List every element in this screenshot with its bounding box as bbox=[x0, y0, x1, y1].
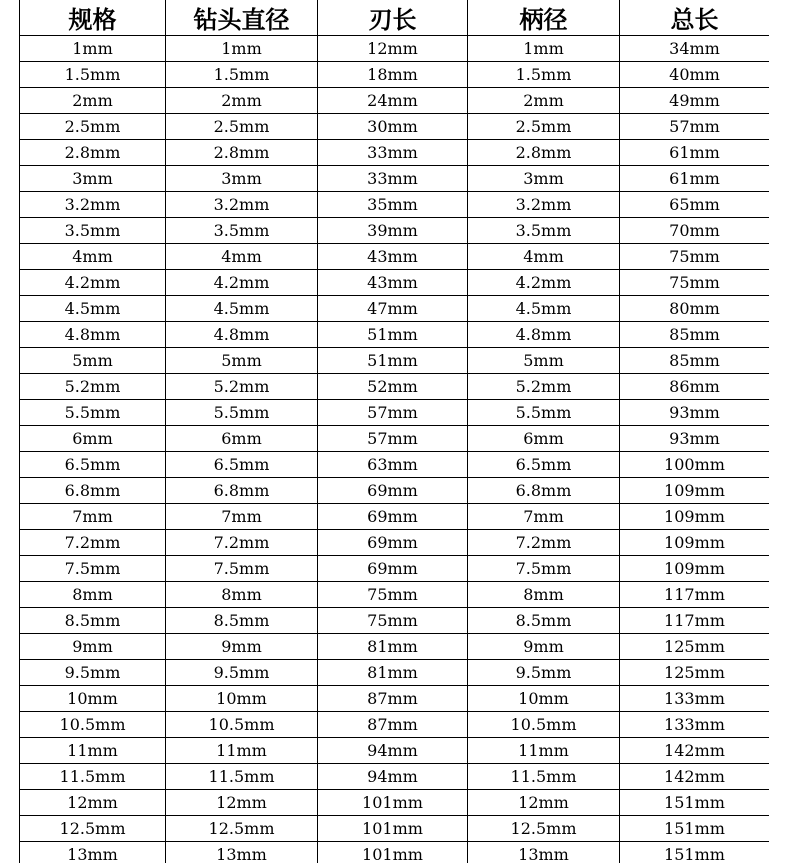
cell-flute-length: 57mm bbox=[318, 400, 468, 426]
cell-spec: 7.5mm bbox=[20, 556, 166, 582]
cell-drill-diameter: 2.8mm bbox=[166, 140, 318, 166]
table-row bbox=[20, 114, 770, 140]
cell-flute-length: 75mm bbox=[318, 582, 468, 608]
cell-drill-diameter: 12mm bbox=[166, 790, 318, 816]
cell-drill-diameter: 6.8mm bbox=[166, 478, 318, 504]
cell-drill-diameter: 11mm bbox=[166, 738, 318, 764]
table-row bbox=[20, 816, 770, 842]
cell-shank-diameter: 2.5mm bbox=[468, 114, 620, 140]
cell-drill-diameter: 5.2mm bbox=[166, 374, 318, 400]
cell-flute-length: 81mm bbox=[318, 634, 468, 660]
table-body bbox=[20, 36, 770, 863]
cell-spec: 3mm bbox=[20, 166, 166, 192]
cell-overall-length: 65mm bbox=[620, 192, 770, 218]
cell-flute-length: 51mm bbox=[318, 348, 468, 374]
cell-drill-diameter: 8mm bbox=[166, 582, 318, 608]
cell-spec: 3.5mm bbox=[20, 218, 166, 244]
cell-shank-diameter: 4.8mm bbox=[468, 322, 620, 348]
cell-spec: 9mm bbox=[20, 634, 166, 660]
table-row bbox=[20, 296, 770, 322]
cell-flute-length: 35mm bbox=[318, 192, 468, 218]
header-shank-diameter: 柄径 bbox=[468, 0, 620, 36]
cell-drill-diameter: 3.2mm bbox=[166, 192, 318, 218]
cell-shank-diameter: 9.5mm bbox=[468, 660, 620, 686]
cell-spec: 2.8mm bbox=[20, 140, 166, 166]
cell-overall-length: 142mm bbox=[620, 764, 770, 790]
cell-flute-length: 39mm bbox=[318, 218, 468, 244]
table-row bbox=[20, 62, 770, 88]
cell-spec: 11mm bbox=[20, 738, 166, 764]
cell-shank-diameter: 4mm bbox=[468, 244, 620, 270]
table-row bbox=[20, 166, 770, 192]
cell-overall-length: 117mm bbox=[620, 608, 770, 634]
table-row bbox=[20, 790, 770, 816]
cell-shank-diameter: 5mm bbox=[468, 348, 620, 374]
header-row bbox=[20, 0, 770, 36]
cell-flute-length: 69mm bbox=[318, 530, 468, 556]
cell-flute-length: 43mm bbox=[318, 270, 468, 296]
cell-flute-length: 87mm bbox=[318, 712, 468, 738]
cell-spec: 2mm bbox=[20, 88, 166, 114]
cell-spec: 5mm bbox=[20, 348, 166, 374]
header-overall-length: 总长 bbox=[620, 0, 770, 36]
cell-drill-diameter: 4.8mm bbox=[166, 322, 318, 348]
table-row bbox=[20, 634, 770, 660]
cell-drill-diameter: 7mm bbox=[166, 504, 318, 530]
table-row bbox=[20, 192, 770, 218]
table-row bbox=[20, 764, 770, 790]
cell-drill-diameter: 8.5mm bbox=[166, 608, 318, 634]
cell-spec: 4.8mm bbox=[20, 322, 166, 348]
cell-overall-length: 61mm bbox=[620, 166, 770, 192]
table-row bbox=[20, 218, 770, 244]
cell-overall-length: 85mm bbox=[620, 322, 770, 348]
cell-drill-diameter: 9mm bbox=[166, 634, 318, 660]
cell-overall-length: 117mm bbox=[620, 582, 770, 608]
cell-flute-length: 47mm bbox=[318, 296, 468, 322]
cell-overall-length: 151mm bbox=[620, 816, 770, 842]
cell-shank-diameter: 4.5mm bbox=[468, 296, 620, 322]
cell-spec: 6mm bbox=[20, 426, 166, 452]
cell-spec: 2.5mm bbox=[20, 114, 166, 140]
cell-flute-length: 75mm bbox=[318, 608, 468, 634]
cell-flute-length: 87mm bbox=[318, 686, 468, 712]
cell-spec: 10mm bbox=[20, 686, 166, 712]
cell-flute-length: 81mm bbox=[318, 660, 468, 686]
table-row bbox=[20, 660, 770, 686]
cell-shank-diameter: 3.5mm bbox=[468, 218, 620, 244]
cell-flute-length: 63mm bbox=[318, 452, 468, 478]
cell-shank-diameter: 5.5mm bbox=[468, 400, 620, 426]
cell-overall-length: 100mm bbox=[620, 452, 770, 478]
cell-drill-diameter: 6mm bbox=[166, 426, 318, 452]
table-row bbox=[20, 374, 770, 400]
cell-overall-length: 49mm bbox=[620, 88, 770, 114]
drill-spec-table bbox=[19, 0, 769, 863]
cell-spec: 9.5mm bbox=[20, 660, 166, 686]
cell-overall-length: 125mm bbox=[620, 660, 770, 686]
cell-flute-length: 51mm bbox=[318, 322, 468, 348]
table-row bbox=[20, 478, 770, 504]
cell-overall-length: 151mm bbox=[620, 842, 770, 863]
cell-drill-diameter: 12.5mm bbox=[166, 816, 318, 842]
cell-drill-diameter: 11.5mm bbox=[166, 764, 318, 790]
cell-spec: 12mm bbox=[20, 790, 166, 816]
cell-drill-diameter: 7.2mm bbox=[166, 530, 318, 556]
cell-spec: 8.5mm bbox=[20, 608, 166, 634]
cell-drill-diameter: 7.5mm bbox=[166, 556, 318, 582]
cell-drill-diameter: 10.5mm bbox=[166, 712, 318, 738]
cell-flute-length: 69mm bbox=[318, 504, 468, 530]
cell-spec: 3.2mm bbox=[20, 192, 166, 218]
cell-shank-diameter: 11mm bbox=[468, 738, 620, 764]
cell-spec: 6.5mm bbox=[20, 452, 166, 478]
cell-spec: 7mm bbox=[20, 504, 166, 530]
cell-shank-diameter: 12.5mm bbox=[468, 816, 620, 842]
table-row bbox=[20, 738, 770, 764]
cell-flute-length: 101mm bbox=[318, 790, 468, 816]
cell-spec: 5.5mm bbox=[20, 400, 166, 426]
cell-drill-diameter: 3mm bbox=[166, 166, 318, 192]
table-row bbox=[20, 452, 770, 478]
table-row bbox=[20, 322, 770, 348]
table-row bbox=[20, 686, 770, 712]
table-row bbox=[20, 504, 770, 530]
cell-spec: 1mm bbox=[20, 36, 166, 62]
cell-overall-length: 93mm bbox=[620, 400, 770, 426]
cell-shank-diameter: 6.8mm bbox=[468, 478, 620, 504]
cell-shank-diameter: 7mm bbox=[468, 504, 620, 530]
cell-drill-diameter: 2mm bbox=[166, 88, 318, 114]
cell-drill-diameter: 4mm bbox=[166, 244, 318, 270]
cell-shank-diameter: 7.2mm bbox=[468, 530, 620, 556]
cell-overall-length: 75mm bbox=[620, 244, 770, 270]
table-row bbox=[20, 530, 770, 556]
header-flute-length: 刃长 bbox=[318, 0, 468, 36]
cell-overall-length: 133mm bbox=[620, 686, 770, 712]
cell-spec: 13mm bbox=[20, 842, 166, 863]
table-header bbox=[20, 0, 770, 36]
cell-flute-length: 33mm bbox=[318, 166, 468, 192]
cell-shank-diameter: 5.2mm bbox=[468, 374, 620, 400]
cell-shank-diameter: 8mm bbox=[468, 582, 620, 608]
cell-overall-length: 34mm bbox=[620, 36, 770, 62]
cell-flute-length: 52mm bbox=[318, 374, 468, 400]
cell-spec: 4.2mm bbox=[20, 270, 166, 296]
cell-overall-length: 70mm bbox=[620, 218, 770, 244]
table-row bbox=[20, 348, 770, 374]
cell-overall-length: 85mm bbox=[620, 348, 770, 374]
cell-overall-length: 109mm bbox=[620, 504, 770, 530]
cell-flute-length: 18mm bbox=[318, 62, 468, 88]
cell-drill-diameter: 1mm bbox=[166, 36, 318, 62]
cell-flute-length: 43mm bbox=[318, 244, 468, 270]
table-row bbox=[20, 608, 770, 634]
cell-shank-diameter: 2mm bbox=[468, 88, 620, 114]
spec-sheet bbox=[19, 0, 769, 863]
cell-drill-diameter: 1.5mm bbox=[166, 62, 318, 88]
cell-shank-diameter: 8.5mm bbox=[468, 608, 620, 634]
cell-overall-length: 86mm bbox=[620, 374, 770, 400]
cell-overall-length: 151mm bbox=[620, 790, 770, 816]
table-row bbox=[20, 400, 770, 426]
table-row bbox=[20, 140, 770, 166]
cell-flute-length: 24mm bbox=[318, 88, 468, 114]
cell-shank-diameter: 11.5mm bbox=[468, 764, 620, 790]
cell-spec: 4mm bbox=[20, 244, 166, 270]
cell-shank-diameter: 6mm bbox=[468, 426, 620, 452]
cell-flute-length: 30mm bbox=[318, 114, 468, 140]
cell-shank-diameter: 13mm bbox=[468, 842, 620, 863]
cell-overall-length: 80mm bbox=[620, 296, 770, 322]
cell-flute-length: 57mm bbox=[318, 426, 468, 452]
cell-drill-diameter: 4.2mm bbox=[166, 270, 318, 296]
cell-shank-diameter: 2.8mm bbox=[468, 140, 620, 166]
cell-overall-length: 57mm bbox=[620, 114, 770, 140]
cell-flute-length: 94mm bbox=[318, 738, 468, 764]
cell-drill-diameter: 5mm bbox=[166, 348, 318, 374]
cell-overall-length: 93mm bbox=[620, 426, 770, 452]
cell-shank-diameter: 1.5mm bbox=[468, 62, 620, 88]
cell-flute-length: 69mm bbox=[318, 478, 468, 504]
cell-spec: 7.2mm bbox=[20, 530, 166, 556]
cell-flute-length: 69mm bbox=[318, 556, 468, 582]
cell-shank-diameter: 3.2mm bbox=[468, 192, 620, 218]
table-row bbox=[20, 426, 770, 452]
cell-shank-diameter: 9mm bbox=[468, 634, 620, 660]
cell-spec: 5.2mm bbox=[20, 374, 166, 400]
cell-overall-length: 109mm bbox=[620, 556, 770, 582]
cell-spec: 12.5mm bbox=[20, 816, 166, 842]
cell-shank-diameter: 10.5mm bbox=[468, 712, 620, 738]
table-row bbox=[20, 556, 770, 582]
cell-overall-length: 109mm bbox=[620, 530, 770, 556]
cell-overall-length: 75mm bbox=[620, 270, 770, 296]
cell-overall-length: 109mm bbox=[620, 478, 770, 504]
cell-shank-diameter: 6.5mm bbox=[468, 452, 620, 478]
cell-drill-diameter: 5.5mm bbox=[166, 400, 318, 426]
cell-shank-diameter: 7.5mm bbox=[468, 556, 620, 582]
table-row bbox=[20, 244, 770, 270]
cell-drill-diameter: 4.5mm bbox=[166, 296, 318, 322]
cell-overall-length: 40mm bbox=[620, 62, 770, 88]
cell-overall-length: 61mm bbox=[620, 140, 770, 166]
cell-spec: 1.5mm bbox=[20, 62, 166, 88]
cell-flute-length: 12mm bbox=[318, 36, 468, 62]
cell-flute-length: 101mm bbox=[318, 842, 468, 863]
table-row bbox=[20, 712, 770, 738]
cell-shank-diameter: 3mm bbox=[468, 166, 620, 192]
cell-spec: 4.5mm bbox=[20, 296, 166, 322]
cell-overall-length: 133mm bbox=[620, 712, 770, 738]
cell-drill-diameter: 10mm bbox=[166, 686, 318, 712]
cell-spec: 10.5mm bbox=[20, 712, 166, 738]
cell-drill-diameter: 13mm bbox=[166, 842, 318, 863]
cell-spec: 6.8mm bbox=[20, 478, 166, 504]
cell-shank-diameter: 1mm bbox=[468, 36, 620, 62]
cell-overall-length: 142mm bbox=[620, 738, 770, 764]
cell-drill-diameter: 6.5mm bbox=[166, 452, 318, 478]
table-row bbox=[20, 88, 770, 114]
cell-flute-length: 94mm bbox=[318, 764, 468, 790]
cell-shank-diameter: 4.2mm bbox=[468, 270, 620, 296]
cell-flute-length: 33mm bbox=[318, 140, 468, 166]
cell-spec: 11.5mm bbox=[20, 764, 166, 790]
cell-drill-diameter: 3.5mm bbox=[166, 218, 318, 244]
table-row bbox=[20, 582, 770, 608]
cell-drill-diameter: 2.5mm bbox=[166, 114, 318, 140]
table-row bbox=[20, 270, 770, 296]
cell-overall-length: 125mm bbox=[620, 634, 770, 660]
table-row bbox=[20, 36, 770, 62]
header-spec: 规格 bbox=[20, 0, 166, 36]
cell-spec: 8mm bbox=[20, 582, 166, 608]
cell-shank-diameter: 12mm bbox=[468, 790, 620, 816]
table-row bbox=[20, 842, 770, 863]
header-drill-diameter: 钻头直径 bbox=[166, 0, 318, 36]
cell-drill-diameter: 9.5mm bbox=[166, 660, 318, 686]
cell-flute-length: 101mm bbox=[318, 816, 468, 842]
cell-shank-diameter: 10mm bbox=[468, 686, 620, 712]
